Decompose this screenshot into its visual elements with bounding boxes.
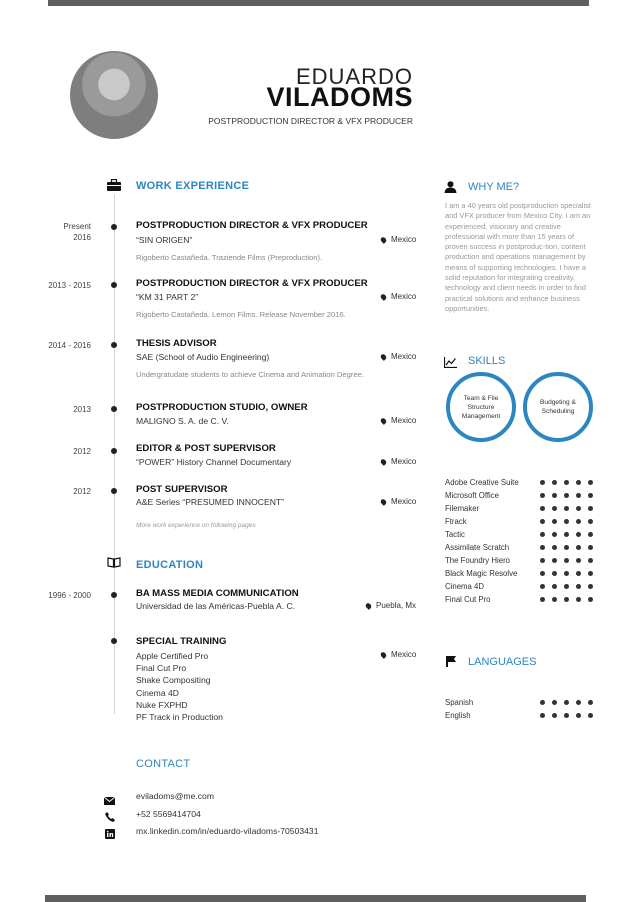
training-item: PF Track in Production — [136, 712, 223, 723]
training-list — [136, 650, 223, 723]
work-title: THESIS ADVISOR — [136, 338, 217, 349]
work-note: Rigoberto Castañeda. Lemon Films. Release November 2016. — [136, 310, 346, 319]
user-icon — [444, 180, 457, 198]
training-item: Nuke FXPHD — [136, 699, 188, 710]
training-item: Cinema 4D — [136, 687, 179, 698]
location-pin-icon — [380, 458, 388, 466]
work-date: 2014 - 2016 — [48, 341, 91, 350]
briefcase-icon — [107, 179, 121, 194]
timeline-dot — [111, 342, 117, 348]
rating-dots — [533, 502, 593, 515]
work-subtitle: “KM 31 PART 2” — [136, 292, 199, 302]
training-item: Apple Certified Pro — [136, 651, 209, 661]
skill-row: Cinema 4D — [445, 580, 593, 593]
rating-dots — [533, 709, 593, 722]
first-name: EDUARDO — [295, 64, 413, 89]
timeline-dot — [111, 282, 117, 288]
work-subtitle: “POWER” History Channel Documentary — [136, 457, 292, 467]
timeline-dot — [111, 406, 117, 412]
timeline-dot — [111, 448, 117, 454]
location-pin-icon — [380, 353, 388, 361]
profile-photo — [70, 51, 158, 139]
timeline-line — [114, 194, 115, 714]
timeline-dot — [111, 592, 117, 598]
location-pin-icon — [365, 602, 373, 610]
work-subtitle: SAE (School of Audio Engineering) — [136, 352, 270, 362]
location: Mexico — [381, 352, 416, 361]
languages-title: LANGUAGES — [468, 656, 537, 668]
location: Mexico — [381, 416, 416, 425]
rating-dots — [533, 515, 593, 528]
work-title: POSTPRODUCTION STUDIO, OWNER — [136, 402, 308, 413]
more-experience-note: More work experience on following pages — [136, 522, 256, 529]
rating-dots — [533, 593, 593, 606]
degree-title: BA MASS MEDIA COMMUNICATION — [136, 588, 299, 599]
work-experience-title: WORK EXPERIENCE — [136, 180, 250, 192]
phone-icon — [105, 809, 115, 827]
job-subtitle: POSTPRODUCTION DIRECTOR & VFX PRODUCER — [208, 116, 413, 126]
location-pin-icon — [380, 236, 388, 244]
chart-icon — [444, 355, 457, 373]
work-date: 2013 - 2015 — [48, 281, 91, 290]
work-title: EDITOR & POST SUPERVISOR — [136, 443, 276, 454]
skill-row: Assimilate Scratch — [445, 541, 593, 554]
training-item: Final Cut Pro — [136, 663, 187, 674]
why-me-title: WHY ME? — [468, 181, 520, 193]
work-note: Rigoberto Castañeda. Traziende Films (Preproduction). — [136, 253, 323, 262]
education-title: EDUCATION — [136, 559, 204, 571]
skill-row: Black Magic Resolve — [445, 567, 593, 580]
languages-list — [445, 696, 593, 722]
contact-title: CONTACT — [136, 758, 191, 770]
work-date: 2013 — [73, 405, 91, 414]
location: Mexico — [381, 497, 416, 506]
training-title: SPECIAL TRAINING — [136, 636, 227, 647]
location: Mexico — [381, 235, 416, 244]
contact-linkedin[interactable]: mx.linkedin.com/in/eduardo-viladoms-70503431 — [136, 826, 319, 836]
linkedin-icon — [105, 826, 115, 844]
language-row: English — [445, 709, 593, 722]
education-date: 1996 - 2000 — [48, 591, 91, 600]
work-title: POSTPRODUCTION DIRECTOR & VFX PRODUCER — [136, 220, 368, 231]
skills-title: SKILLS — [468, 355, 506, 367]
work-date: 2012 — [73, 487, 91, 496]
contact-phone[interactable]: +52 5569414704 — [136, 809, 201, 819]
rating-dots — [533, 554, 593, 567]
work-subtitle: MALIGNO S. A. de C. V. — [136, 416, 229, 426]
timeline-dot — [111, 488, 117, 494]
location-pin-icon — [380, 417, 388, 425]
skill-row: The Foundry Hiero — [445, 554, 593, 567]
book-icon — [107, 557, 121, 571]
location-pin-icon — [380, 293, 388, 301]
top-bar — [48, 0, 589, 6]
rating-dots — [533, 476, 593, 489]
language-row: Spanish — [445, 696, 593, 709]
work-date: Present 2016 — [63, 222, 91, 242]
work-title: POST SUPERVISOR — [136, 484, 228, 495]
location-pin-icon — [380, 651, 388, 659]
rating-dots — [533, 580, 593, 593]
skill-row: Adobe Creative Suite — [445, 476, 593, 489]
location: Puebla, Mx — [366, 601, 416, 610]
rating-dots — [533, 696, 593, 709]
work-subtitle: “SIN ORIGEN” — [136, 235, 193, 245]
location: Mexico — [381, 292, 416, 301]
training-item: Shake Compositing — [136, 675, 211, 686]
skill-row: Final Cut Pro — [445, 593, 593, 606]
timeline-dot — [111, 224, 117, 230]
work-date: 2012 — [73, 447, 91, 456]
skill-row: Microsoft Office — [445, 489, 593, 502]
skill-row: Filemaker — [445, 502, 593, 515]
rating-dots — [533, 567, 593, 580]
rating-dots — [533, 541, 593, 554]
why-me-text: I am a 40 years old postproduction specialist and VFX producer from Mexico City. I am an experienced, visionary and creative professional with more than 15 years of proven success in postproduc-tion, content production and operations management by means of supporting technologies. I have a solid reputation for integrating creativity, technology and client needs in order to find practical solutions and enhance business opportunities. — [445, 201, 591, 313]
skills-list — [445, 476, 593, 606]
skill-row: Tactic — [445, 528, 593, 541]
work-title: POSTPRODUCTION DIRECTOR & VFX PRODUCER — [136, 278, 368, 289]
bottom-bar — [45, 895, 586, 902]
degree-institution: Universidad de las Américas-Puebla A. C. — [136, 601, 296, 611]
location-pin-icon — [380, 498, 388, 506]
timeline-dot — [111, 638, 117, 644]
skill-row: Ftrack — [445, 515, 593, 528]
rating-dots — [533, 489, 593, 502]
rating-dots — [533, 528, 593, 541]
flag-icon — [445, 655, 458, 673]
skill-circle: Team & File Structure Management — [446, 372, 516, 442]
work-subtitle: A&E Series “PRESUMED INNOCENT” — [136, 497, 285, 507]
contact-email[interactable]: eviladoms@me.com — [136, 791, 214, 801]
email-icon — [104, 792, 115, 810]
work-note: Undergratudate students to achieve Cinema and Animation Degree. — [136, 370, 364, 379]
last-name: VILADOMS — [266, 82, 413, 112]
location: Mexico — [381, 457, 416, 466]
skill-circle: Budgeting & Scheduling — [523, 372, 593, 442]
location: Mexico — [381, 650, 416, 659]
